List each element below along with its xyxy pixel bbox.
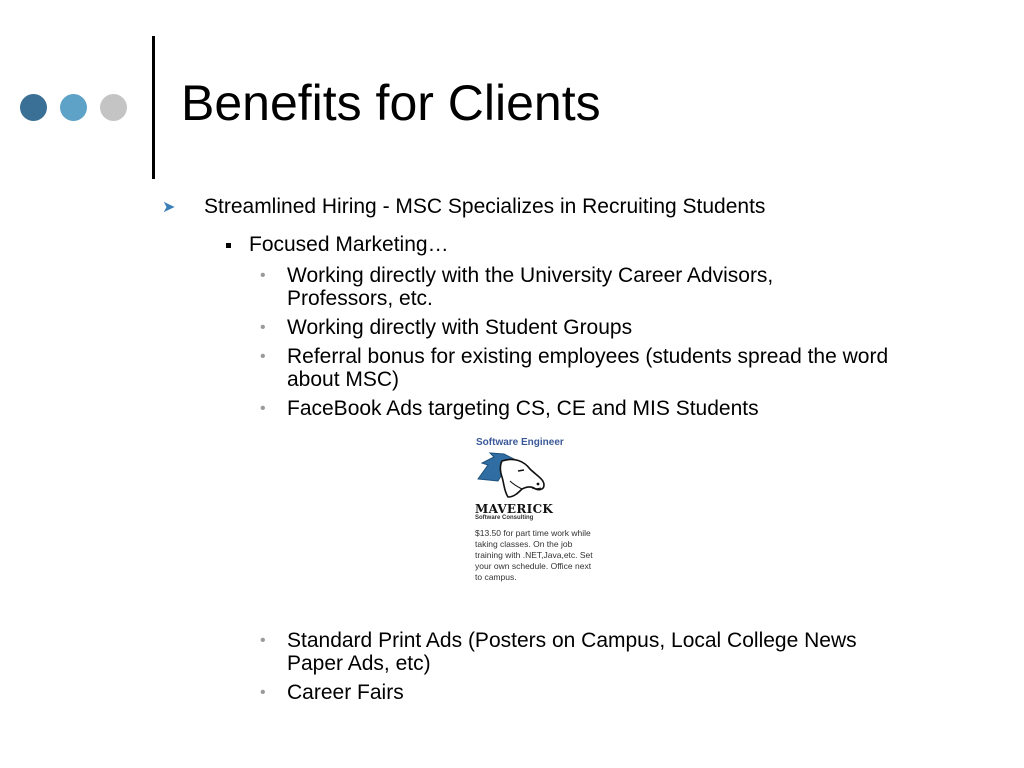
bullet-level3-text: FaceBook Ads targeting CS, CE and MIS Students	[287, 397, 759, 420]
bullet-level3-item	[260, 681, 940, 704]
square-bullet-icon	[226, 243, 231, 248]
dot-light-blue-icon	[60, 94, 87, 121]
decorative-dots	[20, 94, 127, 121]
bullet-level3-text: Working directly with the University Career Advisors, Professors, etc.	[287, 264, 774, 310]
dot-bullet-icon: •	[260, 348, 266, 365]
ad-brand: MAVERICK	[475, 502, 554, 516]
bullet-level3-item	[260, 316, 940, 339]
facebook-ad-image	[470, 433, 600, 593]
bullet-level2-text: Focused Marketing…	[249, 233, 449, 256]
bullet-level3-text: Referral bonus for existing employees (students spread the word about MSC)	[287, 345, 889, 391]
mustang-horse-icon	[474, 451, 554, 503]
ad-tagline: Software Consulting	[475, 515, 534, 521]
bullet-level3-text: Career Fairs	[287, 681, 404, 704]
bullet-level3-item	[260, 629, 900, 675]
ad-headline: Software Engineer	[476, 437, 564, 448]
title-divider	[152, 36, 155, 179]
bullet-level1-text: Streamlined Hiring - MSC Specializes in Recruiting Students	[204, 195, 766, 218]
dot-bullet-icon: •	[260, 400, 266, 417]
dot-bullet-icon: •	[260, 319, 266, 336]
bullet-level3-item	[260, 397, 940, 420]
ad-body: $13.50 for part time work while taking classes. On the job training with .NET,Java,etc. Set your own schedule. Office next to campus.	[475, 528, 593, 582]
dot-dark-blue-icon	[20, 94, 47, 121]
dot-bullet-icon: •	[260, 267, 266, 284]
dot-bullet-icon: •	[260, 632, 266, 649]
dot-bullet-icon: •	[260, 684, 266, 701]
bullet-level3-text: Working directly with Student Groups	[287, 316, 633, 339]
slide-title: Benefits for Clients	[181, 75, 601, 131]
bullet-level3-item	[260, 264, 860, 310]
bullet-level3-item	[260, 345, 940, 391]
arrow-bullet-icon: ➤	[162, 199, 176, 216]
dot-gray-icon	[100, 94, 127, 121]
bullet-level3-text: Standard Print Ads (Posters on Campus, Local College News Paper Ads, etc)	[287, 629, 857, 675]
